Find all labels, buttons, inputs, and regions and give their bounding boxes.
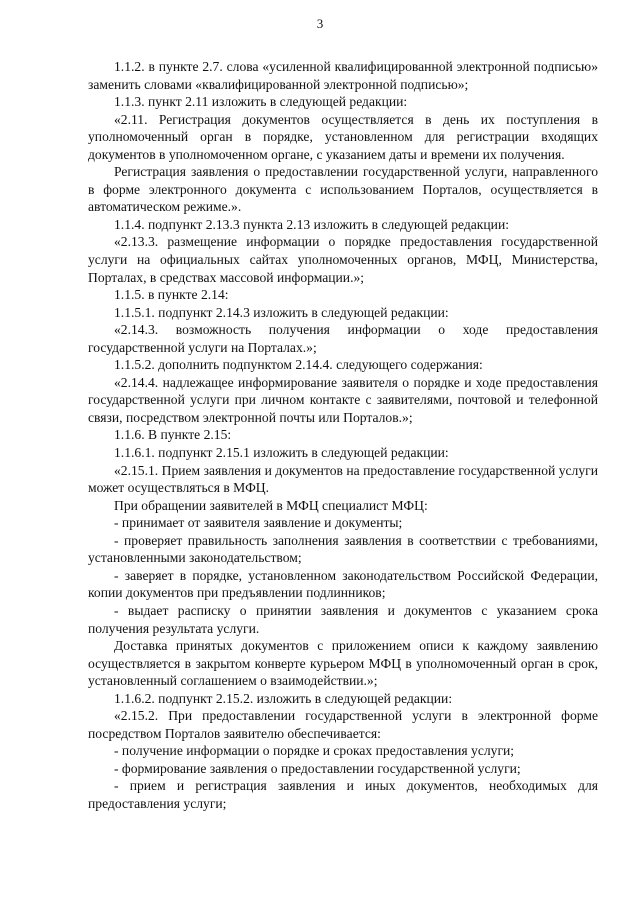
paragraph: Регистрация заявления о предоставлении государственной услуги, направленного в форме электронного документа с использованием Порталов, осуществляется в автоматическом режиме.». — [88, 164, 598, 215]
paragraph: Доставка принятых документов с приложением описи к каждому заявлению осуществляется в закрытом конверте курьером МФЦ в уполномоченный орган в срок, установленный соглашением о взаимодействии.»; — [88, 638, 598, 689]
paragraph: «2.14.3. возможность получения информации о ходе предоставления государственной услуги на Порталах.»; — [88, 322, 598, 355]
list-item: - заверяет в порядке, установленном законодательством Российской Федерации, копии документов при предъявлении подлинников; — [88, 567, 598, 601]
list-item: - проверяет правильность заполнения заявления в соответствии с требованиями, установленными законодательством; — [88, 532, 598, 566]
list-item: - принимает от заявителя заявление и документы; — [114, 515, 403, 531]
paragraph: 1.1.6. В пункте 2.15: — [114, 427, 232, 443]
paragraph: «2.15.2. При предоставлении государственной услуги в электронной форме посредством Порталов заявителю обеспечивается: — [88, 708, 598, 741]
list-item: - прием и регистрация заявления и иных документов, необходимых для предоставления услуги; — [88, 778, 598, 811]
list-item: - получение информации о порядке и сроках предоставления услуги; — [114, 743, 515, 759]
paragraph: «2.11. Регистрация документов осуществляется в день их поступления в уполномоченный орган в порядке, установленном для регистрации входящих документов в уполномоченном органе, с указанием даты и времени их получения. — [88, 111, 598, 162]
paragraph: При обращении заявителей в МФЦ специалист МФЦ: — [114, 497, 428, 513]
paragraph: «2.14.4. надлежащее информирование заявителя о порядке и ходе предоставления государственной услуги при личном контакте с заявителями, почтовой и телефонной связи, посредством электронной почты или Порталов.»; — [88, 374, 598, 425]
paragraph: «2.15.1. Прием заявления и документов на предоставление государственной услуги может осуществляться в МФЦ. — [88, 462, 598, 496]
paragraph: 1.1.5. в пункте 2.14: — [114, 287, 229, 303]
paragraph: 1.1.2. в пункте 2.7. слова «усиленной квалифицированной электронной подписью» заменить словами «квалифицированной электронной подписью»; — [88, 59, 598, 92]
document-body — [88, 58, 598, 813]
paragraph: 1.1.5.2. дополнить подпунктом 2.14.4. следующего содержания: — [114, 357, 483, 373]
paragraph: 1.1.6.1. подпункт 2.15.1 изложить в следующей редакции: — [114, 445, 449, 461]
list-item: - выдает расписку о принятии заявления и документов с указанием срока получения результата услуги. — [88, 602, 598, 636]
paragraph: 1.1.6.2. подпункт 2.15.2. изложить в следующей редакции: — [114, 690, 453, 706]
paragraph: 1.1.4. подпункт 2.13.3 пункта 2.13 изложить в следующей редакции: — [114, 216, 510, 232]
list-item: - формирование заявления о предоставлении государственной услуги; — [114, 760, 521, 776]
paragraph: 1.1.5.1. подпункт 2.14.3 изложить в следующей редакции: — [114, 304, 449, 320]
page-number: 3 — [316, 16, 324, 31]
paragraph: 1.1.3. пункт 2.11 изложить в следующей редакции: — [114, 94, 408, 110]
paragraph: «2.13.3. размещение информации о порядке предоставления государственной услуги на официальных сайтах уполномоченных органов, МФЦ, Министерства, Порталах, в средствах массовой информации.»; — [88, 234, 598, 285]
